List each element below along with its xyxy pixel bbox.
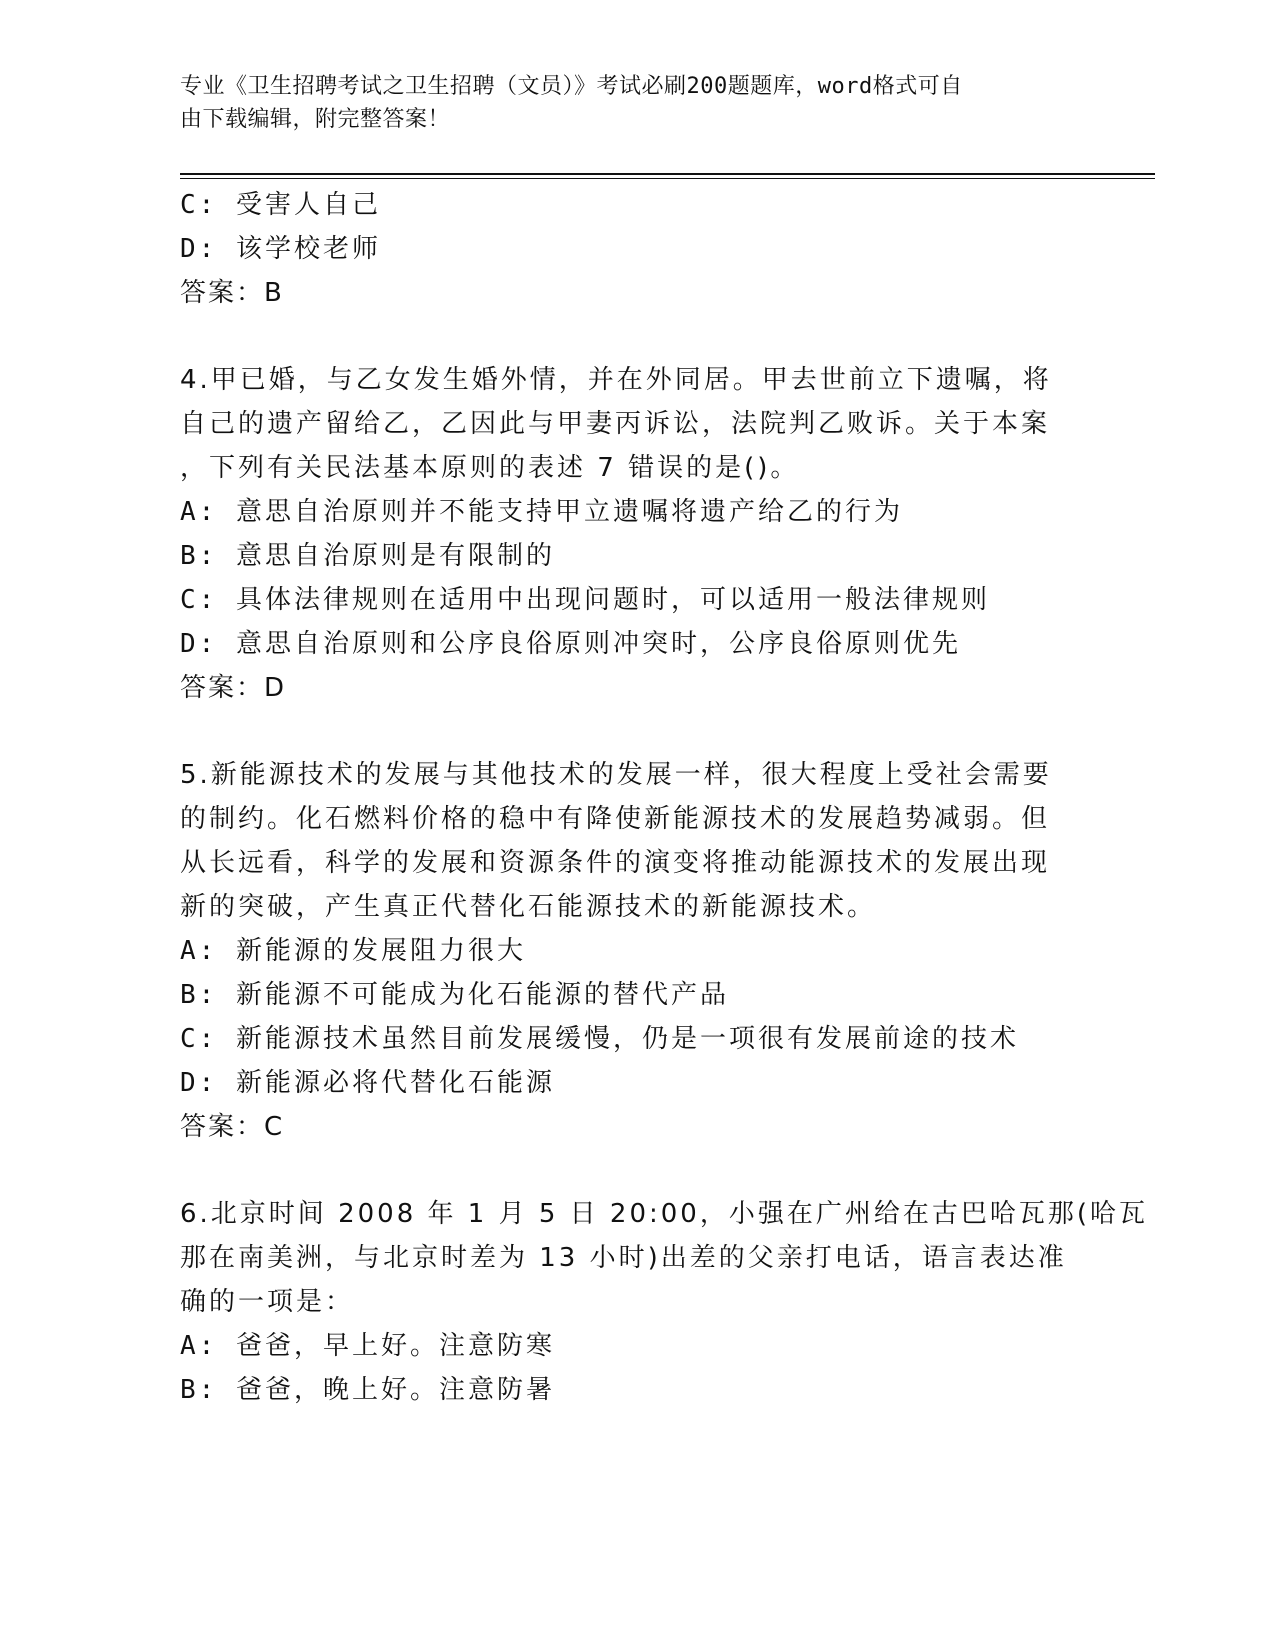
question-content <box>180 183 1148 1412</box>
q4-option-a: A: 意思自治原则并不能支持甲立遗嘱将遗产给乙的行为 <box>180 497 903 527</box>
q5-stem-line-1: 5.新能源技术的发展与其他技术的发展一样，很大程度上受社会需要 <box>180 760 1052 790</box>
q4-option-d: D: 意思自治原则和公序良俗原则冲突时，公序良俗原则优先 <box>180 629 961 659</box>
q4-option-b: B: 意思自治原则是有限制的 <box>180 541 555 571</box>
q5-stem-line-4: 新的突破，产生真正代替化石能源技术的新能源技术。 <box>180 892 877 922</box>
document-header <box>180 70 1060 136</box>
q5-stem-line-2: 的制约。化石燃料价格的稳中有降使新能源技术的发展趋势减弱。但 <box>180 804 1051 834</box>
q4-stem-line-2: 自己的遗产留给乙，乙因此与甲妻丙诉讼，法院判乙败诉。关于本案 <box>180 409 1051 439</box>
q6-stem-line-3: 确的一项是： <box>180 1287 355 1317</box>
q6-option-b: B: 爸爸，晚上好。注意防暑 <box>180 1375 555 1405</box>
q6-option-a: A: 爸爸，早上好。注意防寒 <box>180 1331 555 1361</box>
q4-stem-line-1: 4.甲已婚，与乙女发生婚外情，并在外同居。甲去世前立下遗嘱，将 <box>180 365 1052 395</box>
q4-option-c: C: 具体法律规则在适用中出现问题时，可以适用一般法律规则 <box>180 585 990 615</box>
q5-answer: 答案：C <box>180 1112 285 1142</box>
q5-stem-line-3: 从长远看，科学的发展和资源条件的演变将推动能源技术的发展出现 <box>180 848 1051 878</box>
spacer <box>180 315 1070 358</box>
q5-option-c: C: 新能源技术虽然目前发展缓慢，仍是一项很有发展前途的技术 <box>180 1024 1019 1054</box>
q6-stem-line-2: 那在南美洲，与北京时差为 13 小时)出差的父亲打电话，语言表达准 <box>180 1243 1067 1273</box>
spacer <box>180 1149 1070 1192</box>
header-divider-thick <box>180 173 1155 175</box>
q4-answer: 答案：D <box>180 673 287 703</box>
q3-option-c: C: 受害人自己 <box>180 190 381 220</box>
header-divider-thin <box>180 178 1155 179</box>
q5-option-a: A: 新能源的发展阻力很大 <box>180 936 526 966</box>
q3-option-d: D: 该学校老师 <box>180 234 381 264</box>
header-line-2: 由下载编辑，附完整答案！ <box>180 107 451 132</box>
q3-answer: 答案：B <box>180 278 284 308</box>
q4-stem-line-3: ，下列有关民法基本原则的表述 7 错误的是()。 <box>180 453 800 483</box>
spacer <box>180 710 1070 753</box>
q5-option-b: B: 新能源不可能成为化石能源的替代产品 <box>180 980 729 1010</box>
q6-stem-line-1: 6.北京时间 2008 年 1 月 5 日 20:00，小强在广州给在古巴哈瓦那(哈瓦 <box>180 1199 1148 1229</box>
header-line-1: 专业《卫生招聘考试之卫生招聘（文员）》考试必刷200题题库，word格式可自 <box>180 74 963 99</box>
q5-option-d: D: 新能源必将代替化石能源 <box>180 1068 555 1098</box>
